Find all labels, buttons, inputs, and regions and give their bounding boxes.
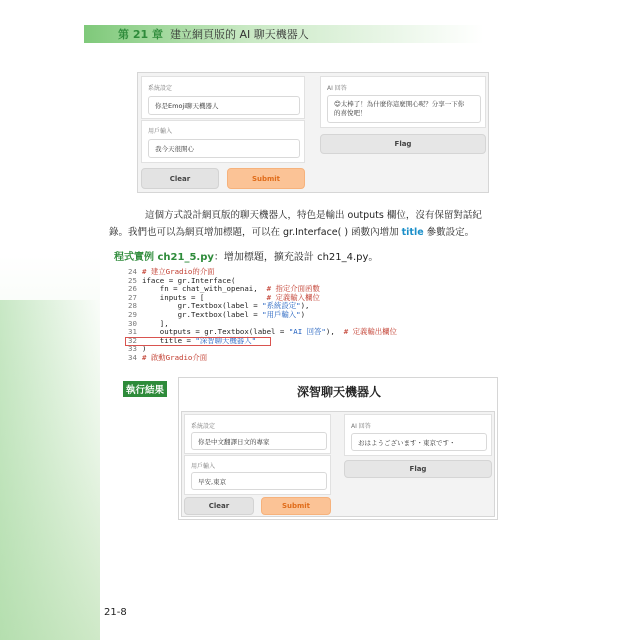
- line-number: 28: [128, 301, 137, 311]
- system-input-2[interactable]: 你是中文翻譯日文的專家: [191, 432, 327, 450]
- system-field-block-2: [184, 414, 331, 454]
- body-paragraph: [109, 207, 522, 241]
- line-number: 31: [128, 327, 137, 337]
- user-field-label-2: 用戶輸入: [191, 463, 216, 470]
- code-text: iface = gr.Interface(: [142, 275, 236, 285]
- example-tag: 程式實例 ch21_5.py: [114, 252, 214, 263]
- code-line: [128, 354, 397, 363]
- line-number: 32: [128, 335, 137, 345]
- title-keyword: title: [401, 227, 424, 238]
- user-input[interactable]: 我今天很開心: [148, 139, 300, 158]
- system-input[interactable]: 你是Emoji聊天機器人: [148, 96, 300, 115]
- clear-button[interactable]: Clear: [141, 168, 219, 189]
- user-field-label: 用戶輸入: [148, 128, 173, 135]
- code-string: "系統設定": [262, 301, 301, 311]
- line-number: 24: [128, 267, 137, 276]
- code-comment: # 建立Gradio的介面: [142, 267, 215, 276]
- line-number: 29: [128, 309, 137, 319]
- code-comment: # 指定介面函數: [266, 284, 320, 294]
- run-result-tag: 執行結果: [123, 381, 167, 397]
- code-text: title =: [142, 335, 196, 345]
- system-field-label-2: 系統設定: [191, 423, 216, 430]
- answer-field-block: [320, 76, 486, 128]
- code-comment: # 定義輸出欄位: [343, 327, 397, 337]
- app-title: 深智聊天機器人: [297, 385, 382, 399]
- user-input-2[interactable]: 早安,東京: [191, 472, 327, 490]
- line-number: 34: [128, 352, 137, 362]
- answer-output-2: おはようございます・東京です・: [351, 433, 487, 451]
- code-string: "AI 回答": [288, 327, 326, 337]
- user-field-block-2: [184, 455, 331, 495]
- paragraph-line-2b: 參數設定。: [423, 227, 475, 238]
- submit-button[interactable]: Submit: [227, 168, 305, 189]
- highlight-box: [125, 337, 271, 346]
- code-text: ],: [142, 318, 169, 328]
- line-number: 26: [128, 284, 137, 294]
- paragraph-line-1: 這個方式設計網頁版的聊天機器人，特色是輸出 outputs 欄位，沒有保留對話紀: [145, 210, 482, 221]
- code-tail: ): [300, 309, 306, 319]
- answer-line-1: 😊太棒了！為什麼你這麼開心呢？分享一下你: [334, 100, 465, 108]
- clear-button-2[interactable]: Clear: [184, 497, 254, 515]
- paragraph-line-2: [109, 224, 522, 241]
- answer-line-2: 的喜悅吧！: [334, 109, 367, 117]
- code-text: fn = chat_with_openai,: [142, 284, 267, 294]
- code-string: "用戶輸入": [262, 309, 301, 319]
- code-text: inputs = [: [142, 292, 267, 302]
- side-gradient-band: [0, 0, 100, 640]
- flag-button[interactable]: Flag: [320, 134, 486, 154]
- gradio-inner-panel: [181, 411, 495, 517]
- user-field-block: [141, 120, 305, 163]
- code-comment: # 啟動Gradio介面: [142, 352, 208, 362]
- flag-button-2[interactable]: Flag: [344, 460, 492, 478]
- answer-field-block-2: [344, 414, 492, 456]
- code-text: outputs = gr.Textbox(label =: [142, 327, 289, 337]
- submit-button-2[interactable]: Submit: [261, 497, 331, 515]
- code-text: gr.Textbox(label =: [142, 301, 263, 311]
- answer-output: [327, 95, 481, 123]
- answer-field-label: AI 回答: [327, 85, 347, 92]
- chapter-title: 建立網頁版的 AI 聊天機器人: [170, 28, 309, 41]
- code-comment: # 定義輸入欄位: [266, 292, 320, 302]
- gradio-screenshot-2: [178, 377, 498, 520]
- line-number: 27: [128, 292, 137, 302]
- system-field-label: 系統設定: [148, 85, 173, 92]
- answer-field-label-2: AI 回答: [351, 423, 371, 430]
- example-desc: ：增加標題，擴充設計 ch21_4.py。: [213, 252, 379, 263]
- example-heading: [114, 248, 378, 263]
- system-field-block: [141, 76, 305, 119]
- code-tail: ),: [325, 327, 344, 337]
- chapter-number: 第 21 章: [118, 28, 163, 41]
- line-number: 33: [128, 344, 137, 354]
- line-number: 25: [128, 275, 137, 285]
- paragraph-line-2a: 錄。我們也可以為網頁增加標題，可以在 gr.Interface( ) 函數內增加: [109, 227, 402, 238]
- line-number: 30: [128, 318, 137, 328]
- code-text: gr.Textbox(label =: [142, 309, 263, 319]
- code-text: ): [142, 344, 147, 354]
- code-listing: [128, 268, 397, 363]
- page-number: 21-8: [104, 607, 127, 618]
- code-string: "深智聊天機器人": [195, 335, 257, 345]
- gradio-screenshot-1: [137, 72, 489, 193]
- code-tail: ),: [300, 301, 310, 311]
